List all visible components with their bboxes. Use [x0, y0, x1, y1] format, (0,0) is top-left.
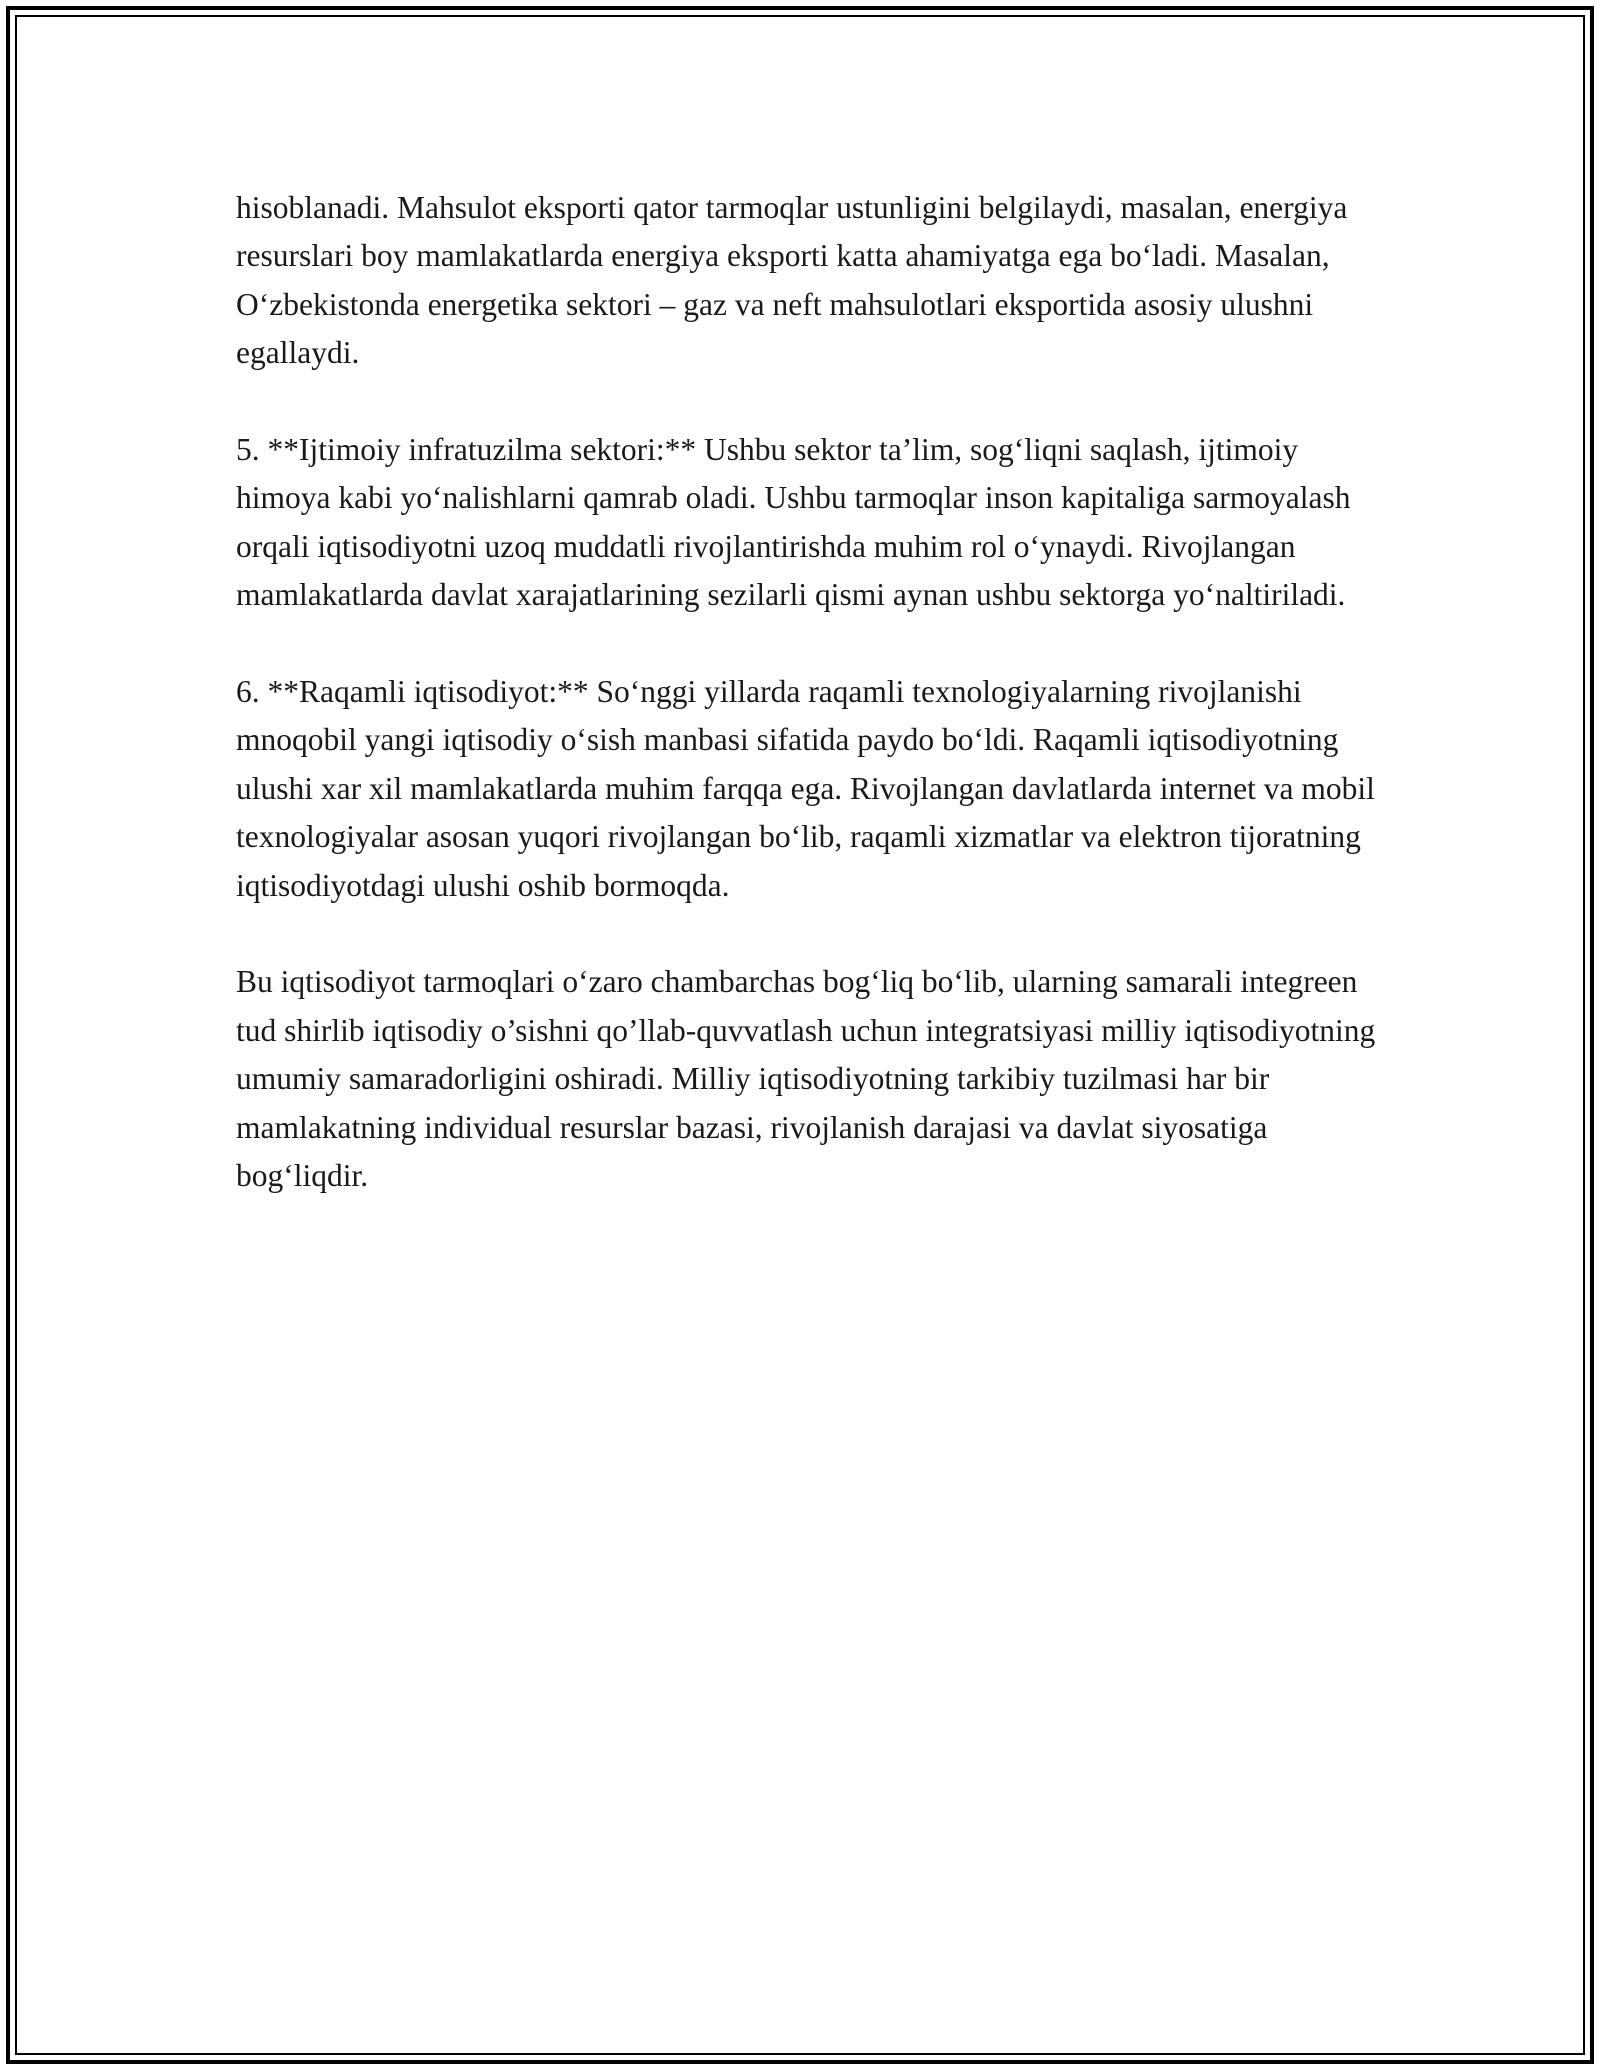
paragraph-energy-export: hisoblanadi. Mahsulot eksporti qator tarmoqlar ustunligini belgilaydi, masalan, energiya resurslari boy mamlakatlarda energiya eksporti katta ahamiyatga ega bo‘ladi. Masalan, O‘zbekistonda energetika sektori – gaz va neft mahsulotlari eksportida asosiy ulushni egallaydi.	[236, 190, 1348, 371]
document-body	[236, 184, 1376, 1200]
paragraph-digital-economy: 6. **Raqamli iqtisodiyot:** So‘nggi yillarda raqamli texnologiyalarning rivojlanishi mnoqobil yangi iqtisodiy o‘sish manbasi sifatida paydo bo‘ldi. Raqamli iqtisodiyotning ulushi xar xil mamlakatlarda muhim farqqa ega. Rivojlangan davlatlarda internet va mobil texnologiyalar asosan yuqori rivojlangan bo‘lib, raqamli xizmatlar va elektron tijoratning iqtisodiyotdagi ulushi oshib bormoqda.	[236, 674, 1375, 903]
paragraph-social-infrastructure: 5. **Ijtimoiy infratuzilma sektori:** Ushbu sektor ta’lim, sog‘liqni saqlash, ijtimoiy himoya kabi yo‘nalishlarni qamrab oladi. Ushbu tarmoqlar inson kapitaliga sarmoyalash orqali iqtisodiyotni uzoq muddatli rivojlantirishda muhim rol o‘ynaydi. Rivojlangan mamlakatlarda davlat xarajatlarining sezilarli qismi aynan ushbu sektorga yo‘naltiriladi.	[236, 432, 1351, 613]
paragraph-conclusion: Bu iqtisodiyot tarmoqlari o‘zaro chambarchas bog‘liq bo‘lib, ularning samarali integreen tud shirlib iqtisodiy o’sishni qo’llab-quvvatlash uchun integratsiyasi milliy iqtisodiyotning umumiy samaradorligini oshiradi. Milliy iqtisodiyotning tarkibiy tuzilmasi har bir mamlakatning individual resurslar bazasi, rivojlanish darajasi va davlat siyosatiga bog‘liqdir.	[236, 964, 1376, 1194]
